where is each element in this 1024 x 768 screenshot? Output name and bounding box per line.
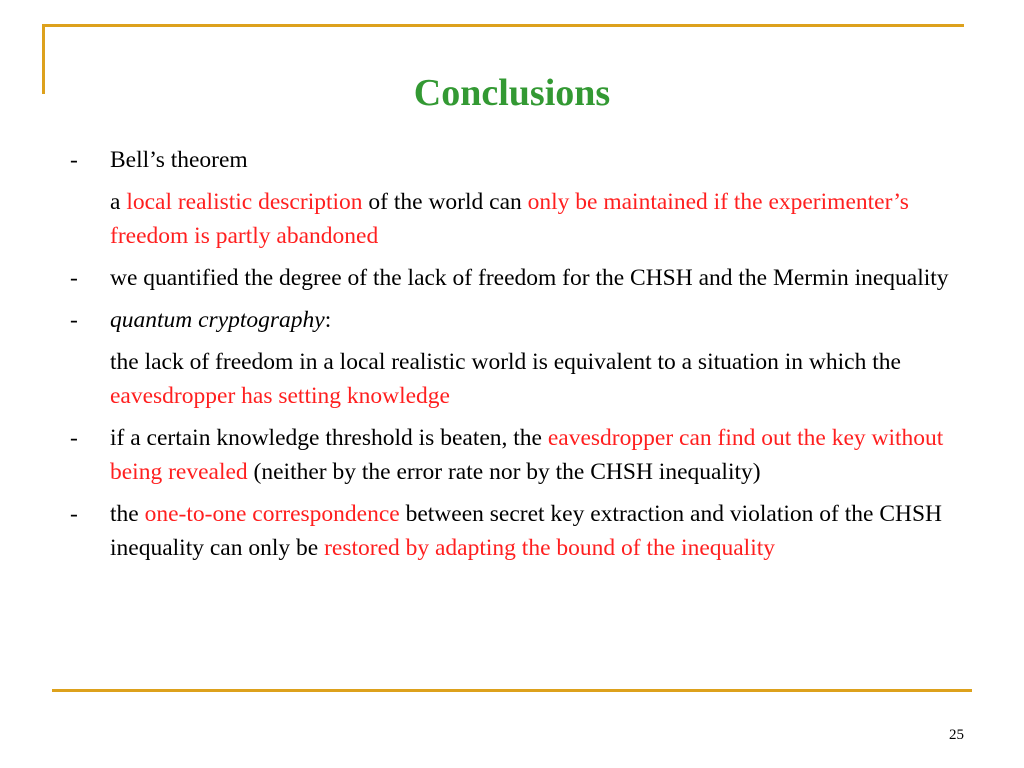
bullet-text [110,421,960,489]
text-segment: : [324,307,332,333]
text-segment: quantum cryptography [110,307,325,333]
bullet-item [70,421,960,489]
bullet-item [70,143,960,177]
frame-top-line [42,24,964,27]
bullet-text [110,143,960,177]
bullet-item [70,497,960,565]
frame-bottom-line [52,689,972,692]
highlighted-text: restored by adapting the bound of the inequality [324,535,776,561]
highlighted-text: local realistic description [126,189,363,215]
text-segment: (neither by the error rate nor by the CHSH inequality) [247,459,761,485]
highlighted-text: only be maintained if the experimenter’s freedom is partly abandoned [110,189,909,249]
highlighted-text: eavesdropper can find out the key without being revealed [110,425,944,485]
text-segment: the [110,501,145,527]
sub-paragraph [70,185,960,253]
bullet-marker: - [70,147,78,173]
text-segment: the lack of freedom in a local realistic world is equivalent to a situation in which the [110,349,901,375]
highlighted-text: one-to-one correspondence [144,501,400,527]
bullet-text [110,303,960,337]
text-segment: of the world can [362,189,528,215]
highlighted-text: eavesdropper has setting knowledge [110,383,450,409]
slide-content [70,143,960,573]
bullet-text [110,261,960,295]
bullet-item [70,261,960,295]
text-segment: if a certain knowledge threshold is beaten, the [110,425,548,451]
text-segment: a [110,189,127,215]
slide-title: Conclusions [413,72,611,114]
text-segment: Bell’s theorem [110,147,248,173]
bullet-marker: - [70,425,78,451]
bullet-marker: - [70,307,78,333]
text-segment: between secret key extraction and violation of the CHSH inequality can only be [110,501,943,561]
bullet-item [70,303,960,337]
text-segment: we quantified the degree of the lack of freedom for the CHSH and the Mermin inequality [110,265,949,291]
bullet-marker: - [70,265,78,291]
sub-paragraph [70,345,960,413]
page-number: 25 [949,727,964,743]
bullet-text [110,497,960,565]
bullet-marker: - [70,501,78,527]
